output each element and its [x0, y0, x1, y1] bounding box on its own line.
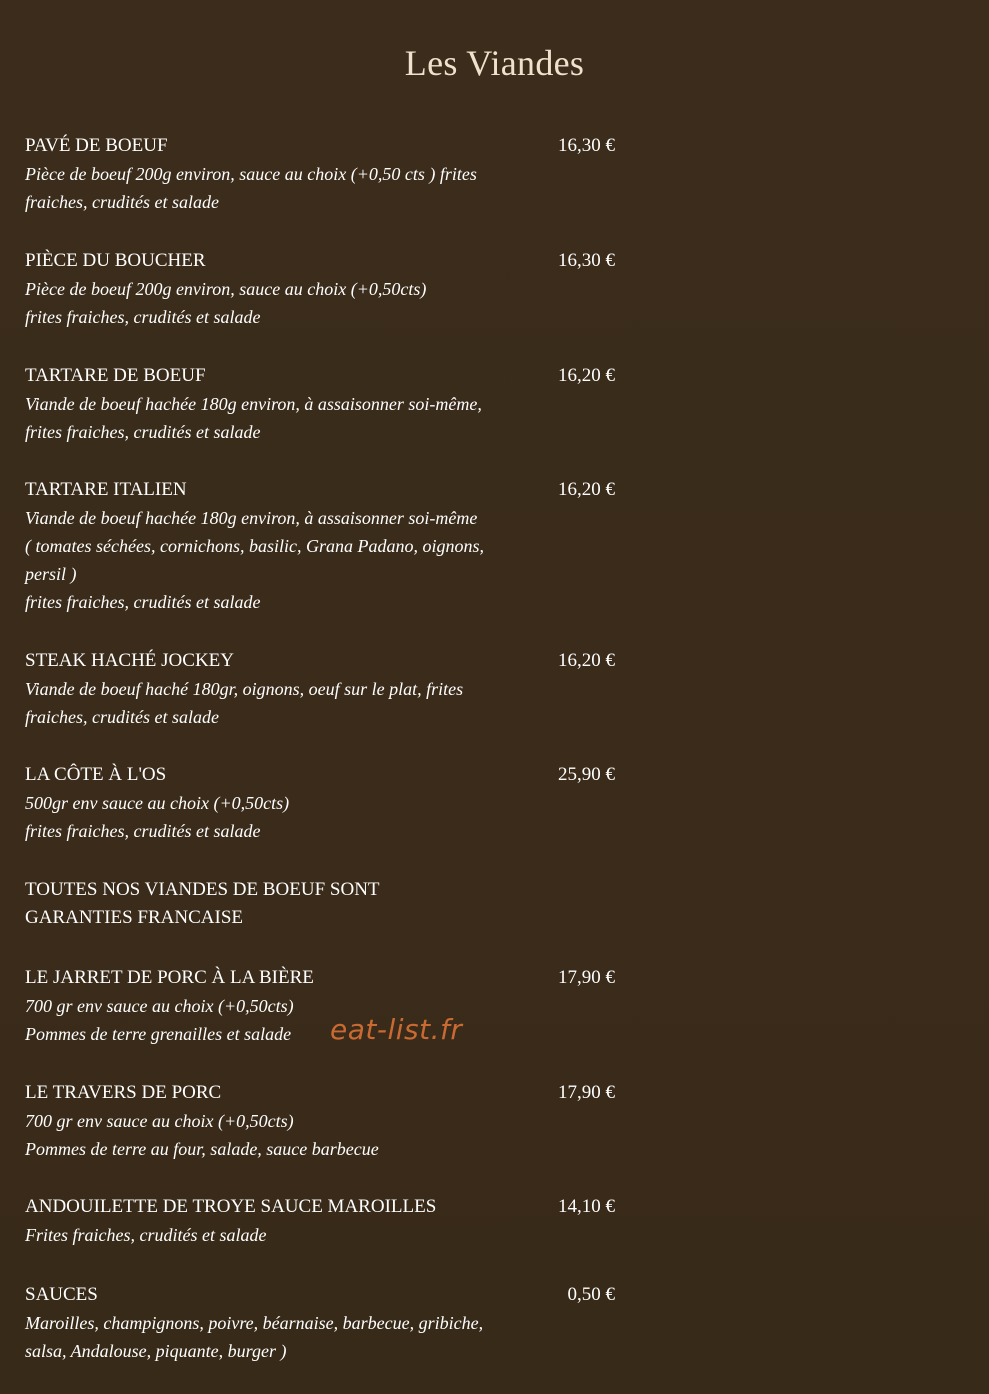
description-line: salsa, Andalouse, piquante, burger ) [25, 1341, 287, 1361]
description-line: 700 gr env sauce au choix (+0,50cts) [25, 996, 294, 1016]
description-line: 500gr env sauce au choix (+0,50cts) [25, 793, 290, 813]
notice-line: TOUTES NOS VIANDES DE BOEUF SONT [25, 879, 380, 900]
item-name: PIÈCE DU BOUCHER [25, 250, 206, 271]
item-description [25, 390, 515, 446]
item-price: 16,20 € [558, 479, 615, 500]
item-price: 16,30 € [558, 135, 615, 156]
item-name: LE TRAVERS DE PORC [25, 1082, 222, 1103]
description-line: fraiches, crudités et salade [25, 707, 219, 727]
item-description [25, 1309, 515, 1365]
item-price: 0,50 € [567, 1284, 615, 1305]
description-line: 700 gr env sauce au choix (+0,50cts) [25, 1111, 294, 1131]
description-line: Pièce de boeuf 200g environ, sauce au choix (+0,50cts) [25, 279, 427, 299]
description-line: frites fraiches, crudités et salade [25, 422, 261, 442]
item-name: PAVÉ DE BOEUF [25, 135, 168, 156]
description-line: Viande de boeuf hachée 180g environ, à assaisonner soi-même [25, 508, 478, 528]
item-description [25, 504, 515, 616]
menu-item-travers-de-porc [25, 1079, 615, 1163]
page-title: Les Viandes [404, 43, 585, 83]
item-description [25, 275, 515, 331]
item-description [25, 1221, 515, 1249]
menu-item-steak-hache-jockey [25, 647, 615, 731]
item-name: LE JARRET DE PORC À LA BIÈRE [25, 967, 314, 988]
item-price: 17,90 € [558, 967, 615, 988]
description-line: frites fraiches, crudités et salade [25, 592, 261, 612]
description-line: frites fraiches, crudités et salade [25, 821, 261, 841]
item-name: ANDOUILETTE DE TROYE SAUCE MAROILLES [25, 1196, 437, 1217]
item-name: STEAK HACHÉ JOCKEY [25, 650, 234, 671]
menu-item-la-cote-a-los [25, 761, 615, 845]
description-line: Frites fraiches, crudités et salade [25, 1225, 267, 1245]
notice-line: GARANTIES FRANCAISE [25, 907, 243, 928]
menu-item-pave-de-boeuf [25, 132, 615, 216]
item-price: 25,90 € [558, 764, 615, 785]
watermark: eat-list.fr [330, 1013, 463, 1046]
menu-item-tartare-italien [25, 476, 615, 616]
description-line: Pommes de terre grenailles et salade [25, 1024, 292, 1044]
description-line: Viande de boeuf hachée 180g environ, à assaisonner soi-même, [25, 394, 482, 414]
menu-item-andouillette [25, 1193, 615, 1249]
item-name: LA CÔTE À L'OS [25, 764, 167, 785]
menu-item-tartare-de-boeuf [25, 362, 615, 446]
item-description [25, 675, 515, 731]
item-description [25, 1107, 515, 1163]
item-name: TARTARE ITALIEN [25, 479, 187, 500]
item-description [25, 160, 515, 216]
item-price: 16,20 € [558, 650, 615, 671]
item-price: 16,30 € [558, 250, 615, 271]
description-line: Viande de boeuf haché 180gr, oignons, oeuf sur le plat, frites [25, 679, 464, 699]
description-line: frites fraiches, crudités et salade [25, 307, 261, 327]
description-line: Pièce de boeuf 200g environ, sauce au choix (+0,50 cts ) frites [25, 164, 477, 184]
description-line: ( tomates séchées, cornichons, basilic, Grana Padano, oignons, [25, 536, 484, 556]
description-line: fraiches, crudités et salade [25, 192, 219, 212]
description-line: Pommes de terre au four, salade, sauce barbecue [25, 1139, 379, 1159]
menu-item-sauces [25, 1281, 615, 1365]
description-line: persil ) [25, 564, 77, 584]
menu-item-piece-du-boucher [25, 247, 615, 331]
item-price: 16,20 € [558, 365, 615, 386]
item-name: SAUCES [25, 1284, 98, 1305]
item-price: 17,90 € [558, 1082, 615, 1103]
menu-item-jarret-de-porc [25, 964, 615, 1048]
beef-origin-notice [25, 876, 380, 932]
item-description [25, 789, 515, 845]
item-price: 14,10 € [558, 1196, 615, 1217]
description-line: Maroilles, champignons, poivre, béarnaise, barbecue, gribiche, [25, 1313, 484, 1333]
item-name: TARTARE DE BOEUF [25, 365, 206, 386]
